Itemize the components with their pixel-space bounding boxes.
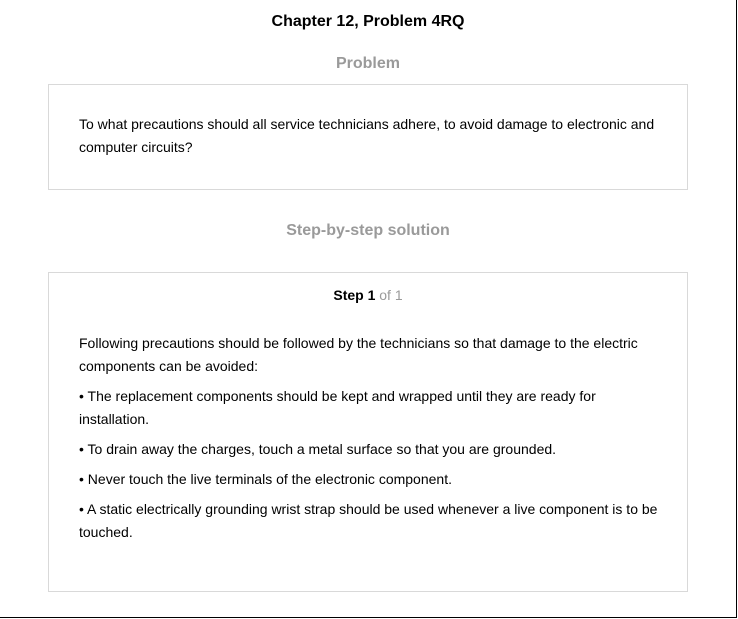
solution-bullet: • Never touch the live terminals of the electronic component. [79,471,452,487]
solution-card [48,272,688,592]
step-header [49,286,687,304]
step-label: Step 1 [333,287,376,303]
solution-heading: Step-by-step solution [286,222,450,239]
solution-intro: Following precautions should be followed by the technicians so that damage to the electric components can be avoided: [79,335,638,374]
solution-bullet: • The replacement components should be kept and wrapped until they are ready for installation. [79,388,596,427]
chapter-title: Chapter 12, Problem 4RQ [271,13,465,30]
problem-heading: Problem [335,55,400,72]
step-count: of 1 [375,287,403,303]
solution-bullet: • A static electrically grounding wrist strap should be used whenever a live component is to be touched. [79,501,658,540]
problem-card [48,84,688,190]
solution-bullet: • To drain away the charges, touch a metal surface so that you are grounded. [79,441,557,457]
solution-body [79,332,659,551]
problem-text: To what precautions should all service technicians adhere, to avoid damage to electronic and computer circuits? [79,116,655,155]
